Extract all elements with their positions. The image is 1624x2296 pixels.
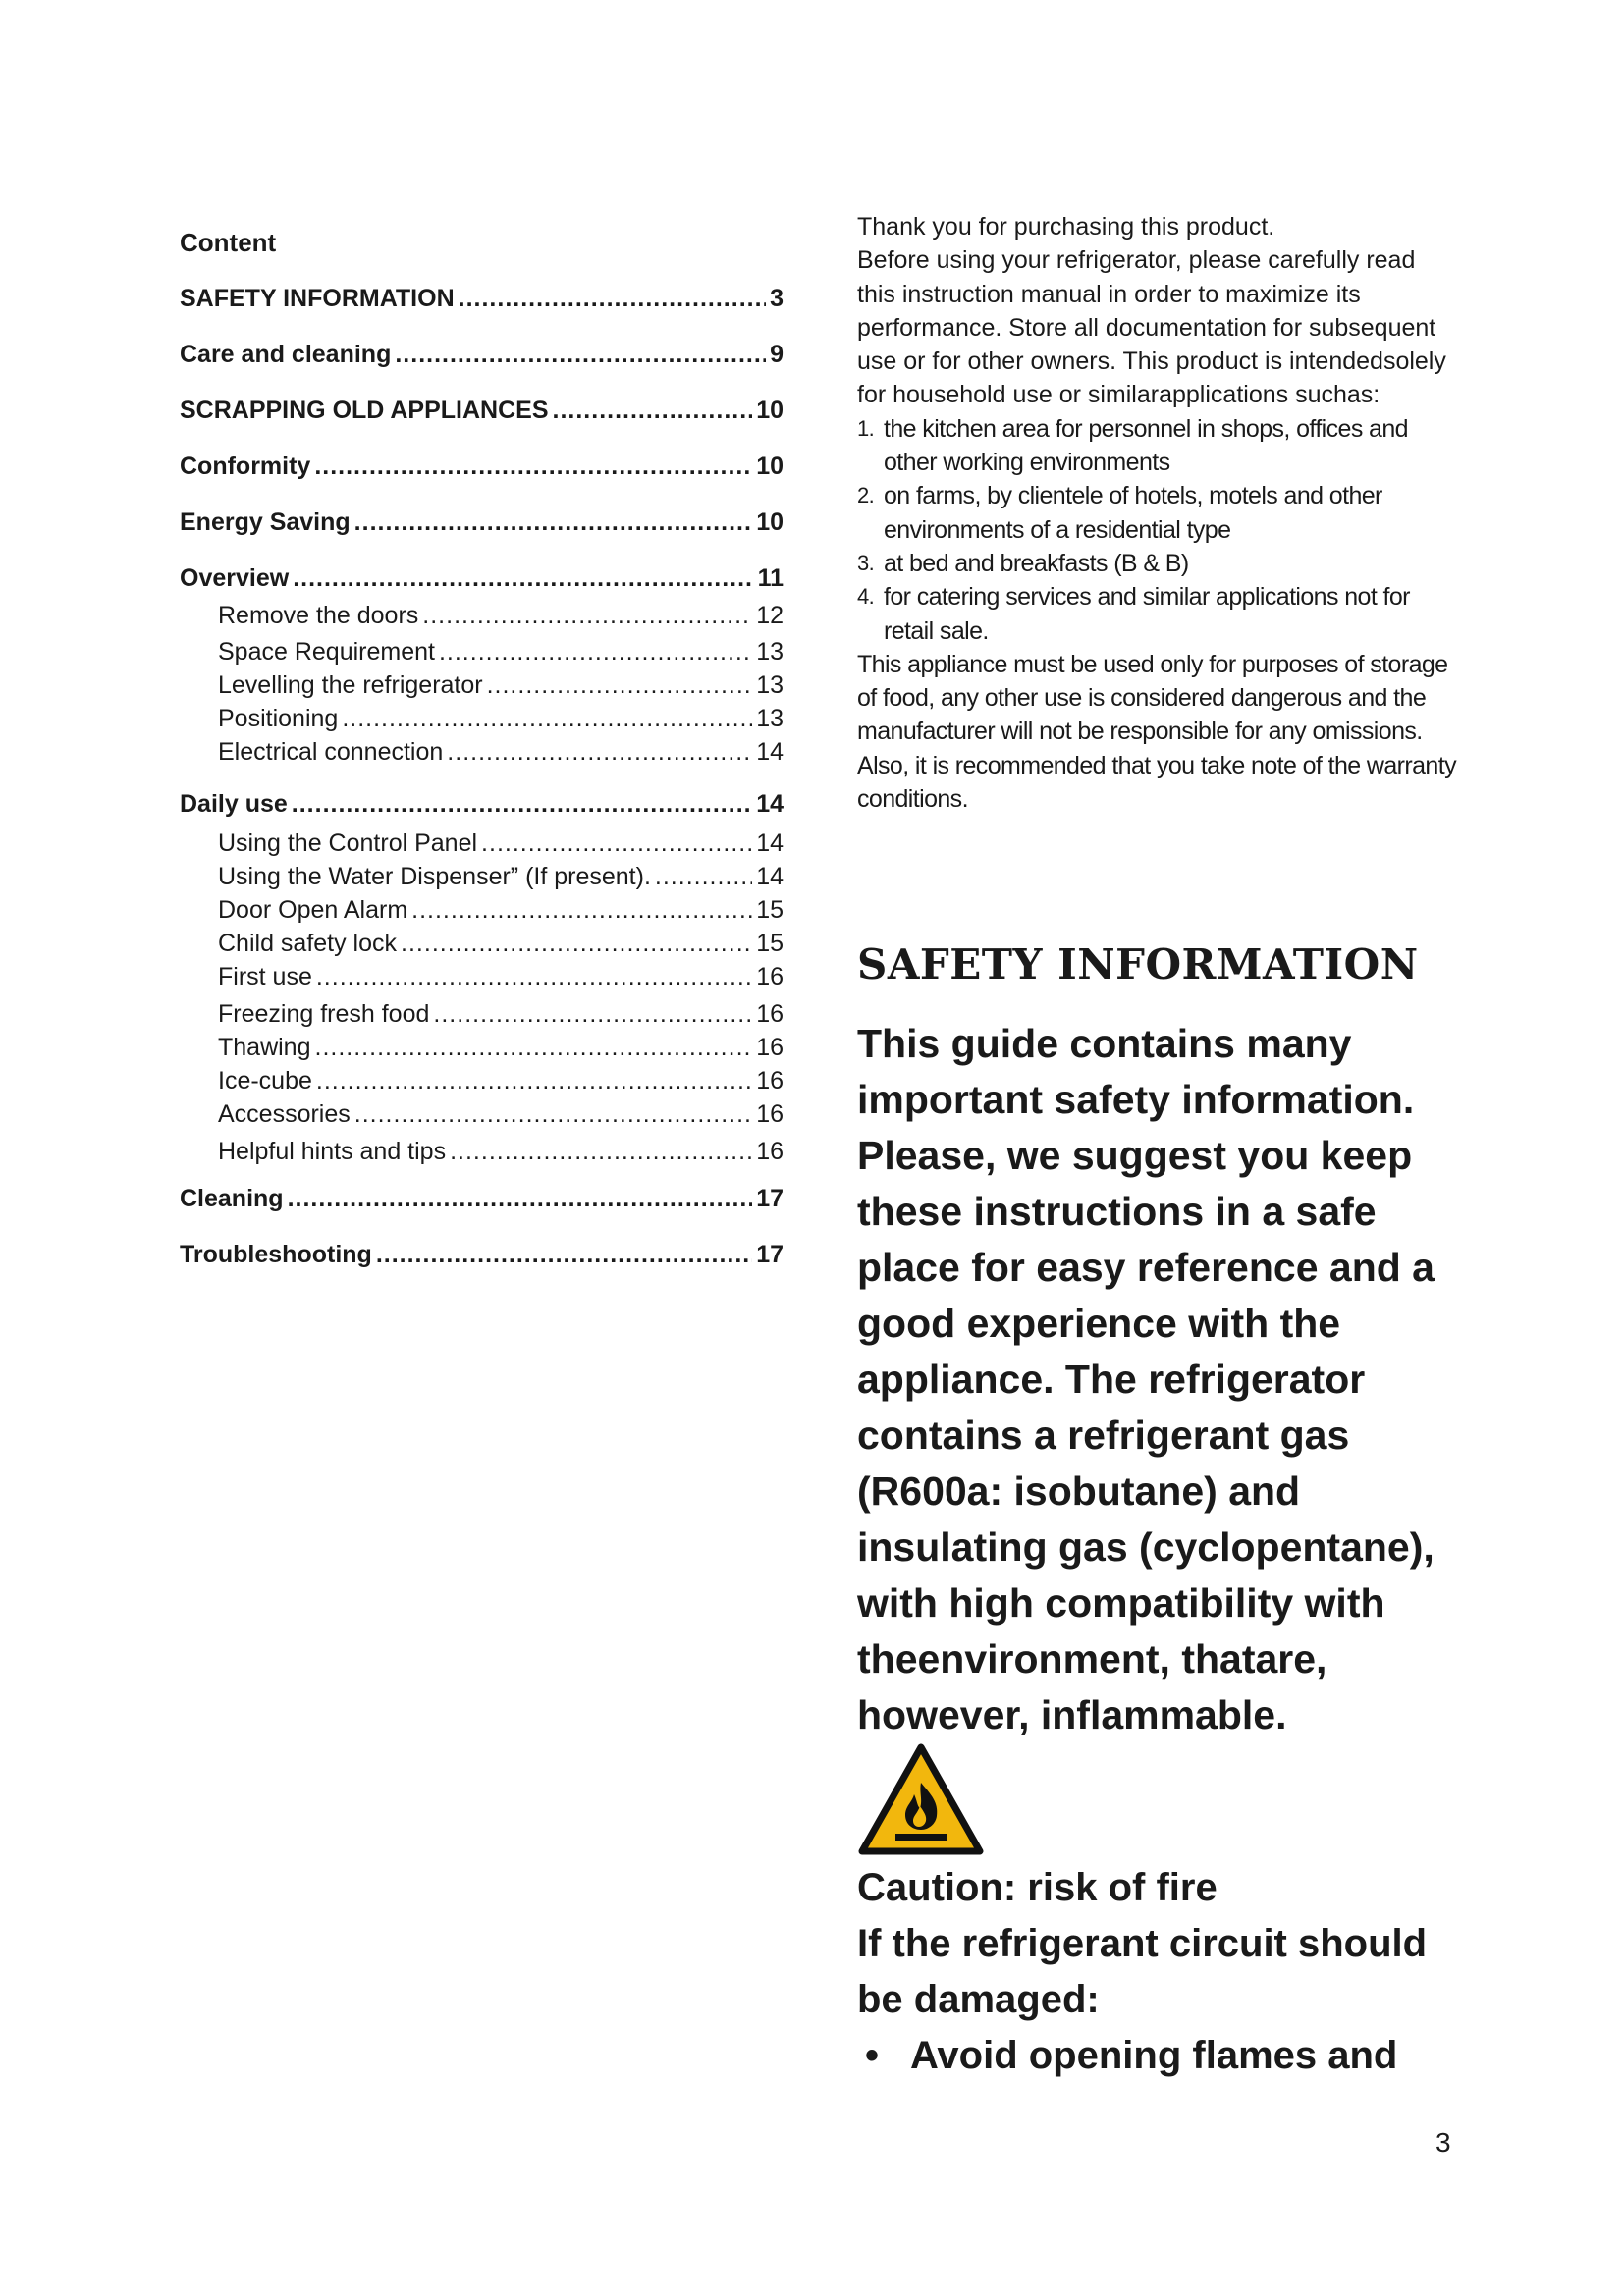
toc-entry-remove-the-doors[interactable]: Remove the doors ..... 12 bbox=[218, 602, 784, 630]
toc-entry-ice-cube[interactable]: Ice-cube ..... 16 bbox=[218, 1067, 784, 1095]
intro-section bbox=[857, 210, 1456, 816]
toc-entry-scrapping-old-appliances[interactable]: SCRAPPING OLD APPLIANCES ..... 10 bbox=[180, 397, 784, 425]
caution-section bbox=[857, 1860, 1466, 2084]
caution-title: Caution: risk of fire bbox=[857, 1866, 1218, 1909]
list-item bbox=[857, 2028, 1466, 2084]
toc-entry-troubleshooting[interactable]: Troubleshooting ..... 17 bbox=[180, 1241, 784, 1269]
toc-entry-using-the-control-panel[interactable]: Using the Control Panel ..... 14 bbox=[218, 829, 784, 858]
toc-entry-thawing[interactable]: Thawing ..... 16 bbox=[218, 1034, 784, 1062]
toc-entry-electrical-connection[interactable]: Electrical connection ..... 14 bbox=[218, 738, 784, 767]
toc-entry-first-use[interactable]: First use ..... 16 bbox=[218, 963, 784, 991]
toc-entry-safety-information[interactable]: SAFETY INFORMATION ..... 3 bbox=[180, 285, 784, 313]
list-item: 4. for catering services and similar applications not for retail sale. bbox=[857, 583, 1410, 645]
list-item: 2. on farms, by clientele of hotels, motels and other environments of a residential type bbox=[857, 482, 1382, 544]
toc-entry-freezing-fresh-food[interactable]: Freezing fresh food ..... 16 bbox=[218, 1000, 784, 1029]
toc-entry-door-open-alarm[interactable]: Door Open Alarm ..... 15 bbox=[218, 896, 784, 925]
toc-entry-child-safety-lock[interactable]: Child safety lock ..... 15 bbox=[218, 930, 784, 958]
safety-heading: SAFETY INFORMATION bbox=[857, 940, 1419, 988]
before-using-text: Before using your refrigerator, please carefully read this instruction manual in order to maximize its performance. Store all documentation for subsequent use or for other owners. This product is intendedsolely for household use or similarapplications suchas: bbox=[857, 246, 1446, 409]
list-item: 1. the kitchen area for personnel in shops, offices and other working environments bbox=[857, 414, 1408, 477]
toc-entry-space-requirement[interactable]: Space Requirement ..... 13 bbox=[218, 638, 784, 667]
toc-entry-conformity[interactable]: Conformity ..... 10 bbox=[180, 453, 784, 481]
safety-guide-text: This guide contains many important safety information. Please, we suggest you keep these instructions in a safe place for easy reference and a good experience with the appliance. The refrigerator contains a refrigerant gas (R600a: isobutane) and insulating gas (cyclopentane), with high compatibility with theenvironment, thatare, however, inflammable. bbox=[857, 1021, 1435, 1737]
toc-entry-daily-use[interactable]: Daily use ..... 14 bbox=[180, 790, 784, 819]
toc-entry-helpful-hints-and-tips[interactable]: Helpful hints and tips ..... 16 bbox=[218, 1138, 784, 1166]
thanks-text: Thank you for purchasing this product. bbox=[857, 213, 1275, 240]
circuit-text: If the refrigerant circuit should be damaged: bbox=[857, 1922, 1428, 2021]
toc-entry-levelling-the-refrigerator[interactable]: Levelling the refrigerator ..... 13 bbox=[218, 671, 784, 700]
toc-entry-cleaning[interactable]: Cleaning ..... 17 bbox=[180, 1185, 784, 1213]
toc-entry-positioning[interactable]: Positioning ..... 13 bbox=[218, 705, 784, 733]
toc-entry-accessories[interactable]: Accessories ..... 16 bbox=[218, 1100, 784, 1129]
purpose-text: This appliance must be used only for purposes of storage of food, any other use is considered dangerous and the manufacturer will not be responsible for any omissions. Also, it is recommended that you take note of the warranty conditions. bbox=[857, 650, 1456, 814]
bullet-icon: • bbox=[865, 2034, 880, 2077]
toc-entry-overview[interactable]: Overview ..... 11 bbox=[180, 564, 784, 593]
toc-entry-using-the-water-dispenser[interactable]: Using the Water Dispenser” (If present). ..... 14 bbox=[218, 863, 784, 891]
toc-title: Content bbox=[180, 228, 277, 257]
list-item: 3. at bed and breakfasts (B & B) bbox=[857, 549, 1189, 577]
toc-entry-energy-saving[interactable]: Energy Saving ..... 10 bbox=[180, 508, 784, 537]
page-number: 3 bbox=[1435, 2127, 1451, 2158]
usage-list bbox=[857, 412, 1456, 648]
flammable-warning-icon bbox=[858, 1743, 984, 1855]
bullet-text: Avoid opening flames and bbox=[910, 2034, 1398, 2077]
toc-entry-care-and-cleaning[interactable]: Care and cleaning ..... 9 bbox=[180, 341, 784, 369]
